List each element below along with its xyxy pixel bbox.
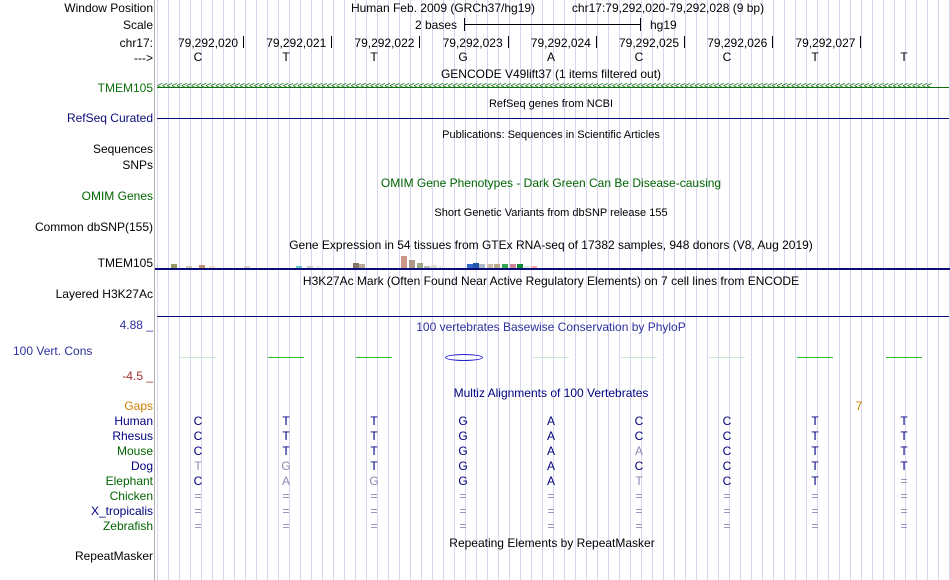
aligned-base: = — [547, 519, 555, 533]
refseq-transcript-line[interactable] — [157, 118, 949, 119]
window-position-label: Window Position — [64, 1, 153, 15]
aligned-base: = — [282, 519, 290, 533]
reference-base: T — [282, 50, 290, 64]
conservation-ymax: 4.88 _ — [119, 318, 153, 332]
aligned-base: C — [193, 414, 203, 428]
aligned-base: G — [458, 414, 468, 428]
multiz-track-title: Multiz Alignments of 100 Vertebrates — [453, 386, 649, 400]
aligned-base: = — [723, 504, 731, 518]
omim-track-label[interactable]: OMIM Genes — [81, 189, 153, 203]
conservation-track-title: 100 vertebrates Basewise Conservation by PhyloP — [416, 320, 686, 334]
aligned-base: T — [811, 429, 819, 443]
scale-bar-line — [464, 24, 641, 25]
aligned-base: = — [723, 519, 731, 533]
scale-bar-db: hg19 — [650, 18, 677, 32]
chrom-label: chr17: — [119, 36, 153, 50]
species-label[interactable]: Dog — [130, 459, 153, 473]
omim-track-title: OMIM Gene Phenotypes - Dark Green Can Be Disease-causing — [380, 176, 722, 190]
refseq-track-label[interactable]: RefSeq Curated — [66, 111, 153, 125]
aligned-base: = — [459, 519, 467, 533]
aligned-base: T — [370, 444, 378, 458]
aligned-base: = — [194, 504, 202, 518]
aligned-base: = — [811, 504, 819, 518]
coordinate-tick — [772, 36, 773, 48]
aligned-base: G — [458, 444, 468, 458]
species-label[interactable]: Rhesus — [112, 429, 153, 443]
species-label[interactable]: Elephant — [105, 474, 153, 488]
aligned-base: T — [811, 474, 819, 488]
species-label[interactable]: Human — [114, 414, 153, 428]
gencode-strand-arrows[interactable]: <<<<<<<<<<<<<<<<<<<<<<<<<<<<<<<<<<<<<<<<<<<<<<<<<<<<<<<<<<<<<<<<<<<<<<<<<<<<<<<<<<<<<<<<<<<<<<<<<<<<<<<<<<<<<<<<<<<<<<<<<<<<<<<<<<<<<<<<<<<<<<<<<<<<<<<<<<<<<<<< — [157, 81, 932, 92]
aligned-base: A — [546, 474, 556, 488]
aligned-base: C — [193, 444, 203, 458]
gaps-label: Gaps — [124, 399, 153, 413]
aligned-base: = — [635, 504, 643, 518]
aligned-base: T — [635, 474, 643, 488]
aligned-base: C — [193, 474, 203, 488]
coordinate-label[interactable]: 79,292,024 — [530, 36, 591, 50]
aligned-base: T — [282, 429, 290, 443]
aligned-base: C — [634, 429, 644, 443]
aligned-base: T — [370, 459, 378, 473]
gencode-track-label[interactable]: TMEM105 — [97, 81, 153, 95]
aligned-base: = — [370, 519, 378, 533]
aligned-base: T — [900, 429, 908, 443]
aligned-base: = — [811, 519, 819, 533]
coordinate-label[interactable]: 79,292,022 — [354, 36, 415, 50]
species-label[interactable]: Zebrafish — [102, 519, 153, 533]
coordinate-tick — [508, 36, 509, 48]
aligned-base: T — [811, 444, 819, 458]
aligned-base: A — [546, 444, 556, 458]
aligned-base: A — [281, 474, 291, 488]
aligned-base: = — [900, 489, 908, 503]
aligned-base: = — [370, 489, 378, 503]
aligned-base: A — [546, 459, 556, 473]
scale-bar-right-end — [640, 18, 641, 31]
publications-track-title: Publications: Sequences in Scientific Articles — [442, 129, 660, 141]
aligned-base: T — [900, 414, 908, 428]
aligned-base: = — [547, 489, 555, 503]
strand-label[interactable]: ---> — [134, 51, 153, 65]
aligned-base: T — [370, 429, 378, 443]
species-label[interactable]: X_tropicalis — [90, 504, 153, 518]
species-label[interactable]: Mouse — [116, 444, 153, 458]
reference-base: T — [811, 50, 819, 64]
coordinate-tick — [596, 36, 597, 48]
aligned-base: A — [546, 429, 556, 443]
h3k27ac-track-title: H3K27Ac Mark (Often Found Near Active Regulatory Elements) on 7 cell lines from ENCODE — [302, 274, 800, 288]
conservation-score-mark[interactable] — [709, 357, 745, 358]
conservation-score-mark[interactable] — [445, 354, 483, 361]
aligned-base: C — [634, 459, 644, 473]
aligned-base: C — [722, 414, 732, 428]
reference-base: C — [193, 50, 203, 64]
aligned-base: C — [634, 414, 644, 428]
conservation-score-mark[interactable] — [268, 357, 304, 358]
aligned-base: C — [722, 429, 732, 443]
aligned-base: G — [369, 474, 379, 488]
species-label[interactable]: Chicken — [109, 489, 153, 503]
publications-sequences-label[interactable]: Sequences — [92, 142, 153, 156]
conservation-track-label[interactable]: 100 Vert. Cons — [13, 344, 93, 358]
aligned-base: = — [194, 519, 202, 533]
aligned-base: C — [193, 429, 203, 443]
reference-base: T — [370, 50, 378, 64]
gtex-tissue-bar[interactable] — [409, 260, 415, 268]
reference-base: A — [546, 50, 556, 64]
scale-bar-text: 2 bases — [415, 18, 458, 32]
h3k27ac-baseline — [157, 316, 949, 317]
aligned-base: T — [282, 444, 290, 458]
aligned-base: = — [459, 504, 467, 518]
aligned-base: C — [722, 444, 732, 458]
dbsnp-track-label[interactable]: Common dbSNP(155) — [34, 220, 153, 234]
aligned-base: = — [723, 489, 731, 503]
aligned-base: = — [282, 489, 290, 503]
gtex-track-label[interactable]: TMEM105 — [97, 256, 153, 270]
coordinate-label[interactable]: 79,292,021 — [266, 36, 327, 50]
aligned-base: = — [459, 489, 467, 503]
aligned-base: = — [547, 504, 555, 518]
conservation-ymin: -4.5 _ — [122, 369, 153, 383]
coordinate-label[interactable]: 79,292,020 — [178, 36, 239, 50]
conservation-score-mark[interactable] — [356, 357, 392, 358]
gtex-tissue-bar[interactable] — [401, 256, 407, 268]
conservation-score-mark[interactable] — [180, 357, 216, 358]
aligned-base: = — [635, 489, 643, 503]
reference-base: T — [900, 50, 908, 64]
aligned-base: T — [900, 459, 908, 473]
aligned-base: = — [635, 519, 643, 533]
publications-snps-label[interactable]: SNPs — [122, 158, 153, 172]
coordinate-tick — [331, 36, 332, 48]
aligned-base: G — [281, 459, 291, 473]
reference-base: G — [458, 50, 468, 64]
conservation-score-mark[interactable] — [533, 357, 569, 358]
repeatmasker-track-label[interactable]: RepeatMasker — [74, 549, 153, 563]
aligned-base: = — [282, 504, 290, 518]
position-range: chr17:79,292,020-79,292,028 (9 bp) — [571, 1, 765, 15]
gtex-track-title: Gene Expression in 54 tissues from GTEx RNA-seq of 17382 samples, 948 donors (V8, Aug 2019) — [289, 238, 813, 252]
gtex-expression-chart[interactable] — [157, 255, 949, 268]
conservation-chart[interactable] — [157, 332, 949, 382]
reference-base: C — [634, 50, 644, 64]
coordinate-label[interactable]: 79,292,026 — [707, 36, 768, 50]
aligned-base: T — [900, 444, 908, 458]
aligned-base: G — [458, 474, 468, 488]
aligned-base: G — [458, 459, 468, 473]
aligned-base: = — [370, 504, 378, 518]
gtex-gene-line[interactable] — [155, 268, 950, 270]
coordinate-tick — [243, 36, 244, 48]
aligned-base: G — [458, 429, 468, 443]
refseq-track-title: RefSeq genes from NCBI — [488, 98, 614, 110]
dbsnp-track-title: Short Genetic Variants from dbSNP release 155 — [434, 207, 668, 219]
conservation-score-mark[interactable] — [797, 357, 833, 358]
aligned-base: = — [900, 519, 908, 533]
aligned-base: = — [811, 489, 819, 503]
h3k27ac-track-label[interactable]: Layered H3K27Ac — [55, 287, 153, 301]
coordinate-tick — [684, 36, 685, 48]
aligned-base: = — [194, 489, 202, 503]
aligned-base: C — [722, 474, 732, 488]
assembly-title: Human Feb. 2009 (GRCh37/hg19) — [350, 1, 536, 15]
aligned-base: T — [194, 459, 202, 473]
aligned-base: T — [811, 459, 819, 473]
coordinate-label[interactable]: 79,292,023 — [442, 36, 503, 50]
repeatmasker-track-title: Repeating Elements by RepeatMasker — [449, 536, 655, 550]
reference-base: C — [722, 50, 732, 64]
coordinate-label[interactable]: 79,292,027 — [795, 36, 856, 50]
aligned-base: C — [722, 459, 732, 473]
aligned-base: = — [900, 504, 908, 518]
aligned-base: T — [282, 414, 290, 428]
aligned-base: T — [370, 414, 378, 428]
aligned-base: A — [634, 444, 644, 458]
conservation-score-mark[interactable] — [886, 357, 922, 358]
coordinate-tick — [419, 36, 420, 48]
gap-count: 7 — [855, 399, 863, 413]
scale-label: Scale — [122, 18, 153, 32]
aligned-base: A — [546, 414, 556, 428]
aligned-base: = — [900, 474, 908, 488]
coordinate-label[interactable]: 79,292,025 — [619, 36, 680, 50]
coordinate-tick — [860, 36, 861, 48]
conservation-score-mark[interactable] — [621, 357, 657, 358]
gencode-track-title: GENCODE V49lift37 (1 items filtered out) — [440, 67, 662, 81]
aligned-base: T — [811, 414, 819, 428]
